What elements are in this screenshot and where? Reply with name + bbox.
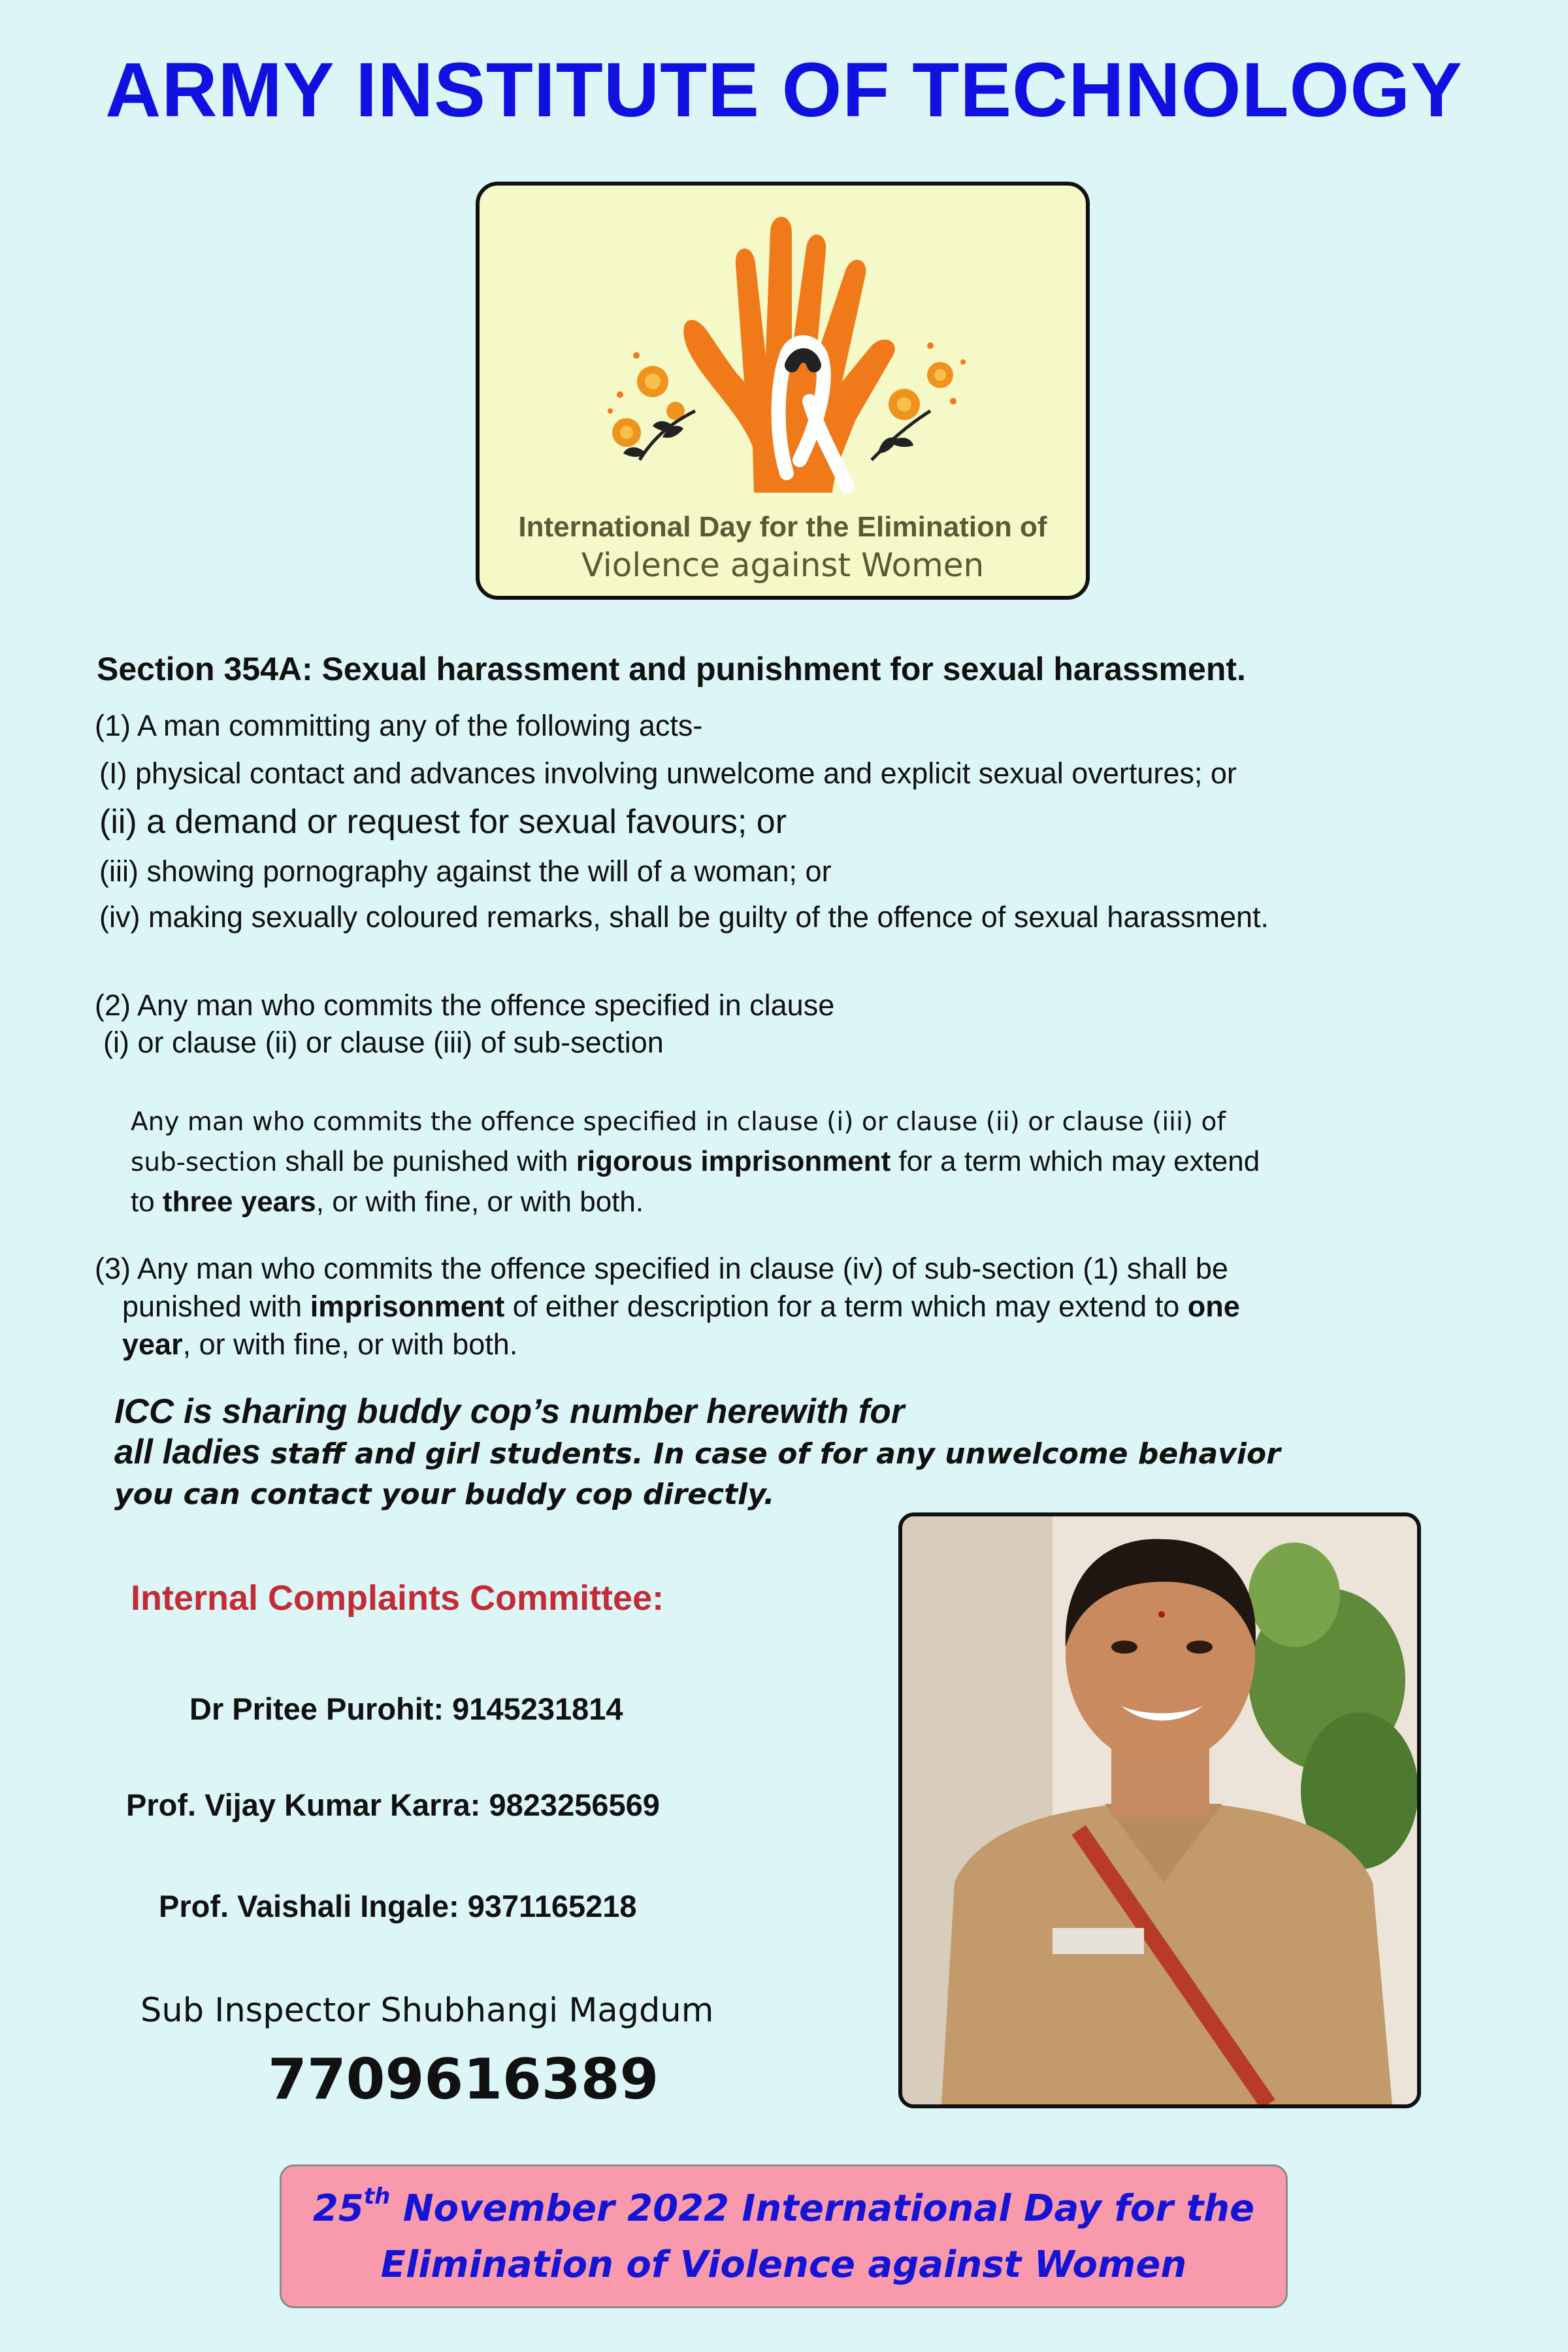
- clause-item: (iv) making sexually coloured remarks, shall be guilty of the offence of sexual harassment.: [99, 900, 1269, 934]
- event-logo: [476, 182, 1090, 600]
- para3-line1: (3) Any man who commits the offence specified in clause (iv) of sub-section (1) shall be: [95, 1252, 1228, 1285]
- officer-portrait-image: [902, 1516, 1417, 2104]
- section-heading: Section 354A: Sexual harassment and punishment for sexual harassment.: [97, 651, 1246, 687]
- para3-line2: punished with imprisonment of either description for a term which may extend to one: [122, 1290, 1240, 1323]
- event-date-banner: [280, 2164, 1288, 2308]
- committee-contact: Prof. Vaishali Ingale: 9371165218: [159, 1889, 637, 1923]
- clause-item: (iii) showing pornography against the will of a woman; or: [99, 855, 832, 888]
- page-title: ARMY INSTITUTE OF TECHNOLOGY: [105, 47, 1463, 133]
- clause-1-intro: (1) A man committing any of the following acts-: [95, 709, 703, 742]
- inspector-name: Sub Inspector Shubhangi Magdum: [140, 1991, 714, 2030]
- inspector-photo: [898, 1512, 1421, 2108]
- banner-line2: Elimination of Violence against Women: [380, 2244, 1187, 2286]
- clause-2-line2: (i) or clause (ii) or clause (iii) of sub-section: [103, 1026, 664, 1059]
- punishment-paragraph-2: [131, 1103, 1260, 1222]
- para2-line3: to three years, or with fine, or with both.: [131, 1186, 644, 1218]
- clause-item: (ii) a demand or request for sexual favours; or: [99, 803, 787, 841]
- committee-contact: Prof. Vijay Kumar Karra: 9823256569: [126, 1788, 660, 1822]
- clause-item: (I) physical contact and advances involving unwelcome and explicit sexual overtures; or: [99, 757, 1237, 790]
- icc-notice: [114, 1392, 1281, 1515]
- para2-line1: Any man who commits the offence specified in clause (i) or clause (ii) or clause (iii) of: [131, 1107, 1226, 1137]
- banner-line1: 25th November 2022 International Day for the: [312, 2183, 1255, 2230]
- committee-contact: Dr Pritee Purohit: 9145231814: [189, 1691, 623, 1726]
- inspector-phone: 7709616389: [268, 2047, 659, 2112]
- logo-text-line2: Violence against Women: [581, 546, 985, 584]
- icc-line1: ICC is sharing buddy cop’s number herewith for: [114, 1392, 905, 1431]
- clause-2-line1: (2) Any man who commits the offence specified in clause: [95, 988, 835, 1022]
- icc-line3: you can contact your buddy cop directly.: [114, 1478, 775, 1511]
- logo-text-line1: International Day for the Elimination of: [518, 511, 1047, 543]
- punishment-paragraph-3: [95, 1250, 1240, 1364]
- icc-line2: all ladies staff and girl students. In case of for any unwelcome behavior: [114, 1433, 1281, 1471]
- committee-heading: Internal Complaints Committee:: [131, 1578, 664, 1618]
- para2-line2: sub-section shall be punished with rigorous imprisonment for a term which may extend: [131, 1145, 1260, 1177]
- para3-line3: year, or with fine, or with both.: [122, 1328, 518, 1361]
